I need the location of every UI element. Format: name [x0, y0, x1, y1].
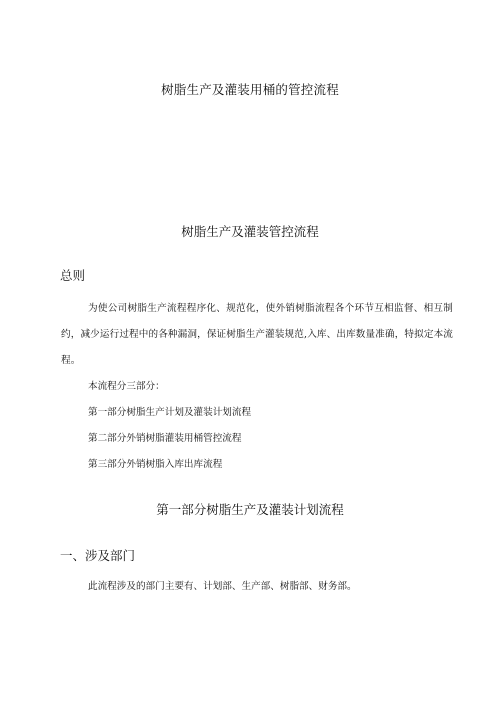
departments-text: 此流程涉及的部门主要有、计划部、生产部、树脂部、财务部。: [88, 581, 357, 592]
part1-title: 第一部分树脂生产及灌装计划流程: [156, 502, 344, 517]
document-title: 树脂生产及灌装用桶的管控流程: [161, 82, 339, 97]
general-paragraph: 为使公司树脂生产流程程序化、规范化，使外销树脂流程各个环节互相监督、相互制约，减少运行过程中的各种漏洞，保证树脂生产灌装规范,入库、出库数量准确，特拟定本流程。: [61, 303, 453, 366]
parts-intro: 本流程分三部分：: [88, 381, 165, 392]
departments-heading: 一、涉及部门: [60, 548, 136, 563]
part-item-1: 第一部分树脂生产计划及灌装计划流程: [88, 407, 252, 418]
general-heading: 总则: [60, 268, 86, 283]
part-item-2: 第二部分外销树脂灌装用桶管控流程: [88, 433, 242, 444]
section-title: 树脂生产及灌装管控流程: [181, 224, 319, 239]
part-item-3: 第三部分外销树脂入库出库流程: [88, 459, 223, 470]
